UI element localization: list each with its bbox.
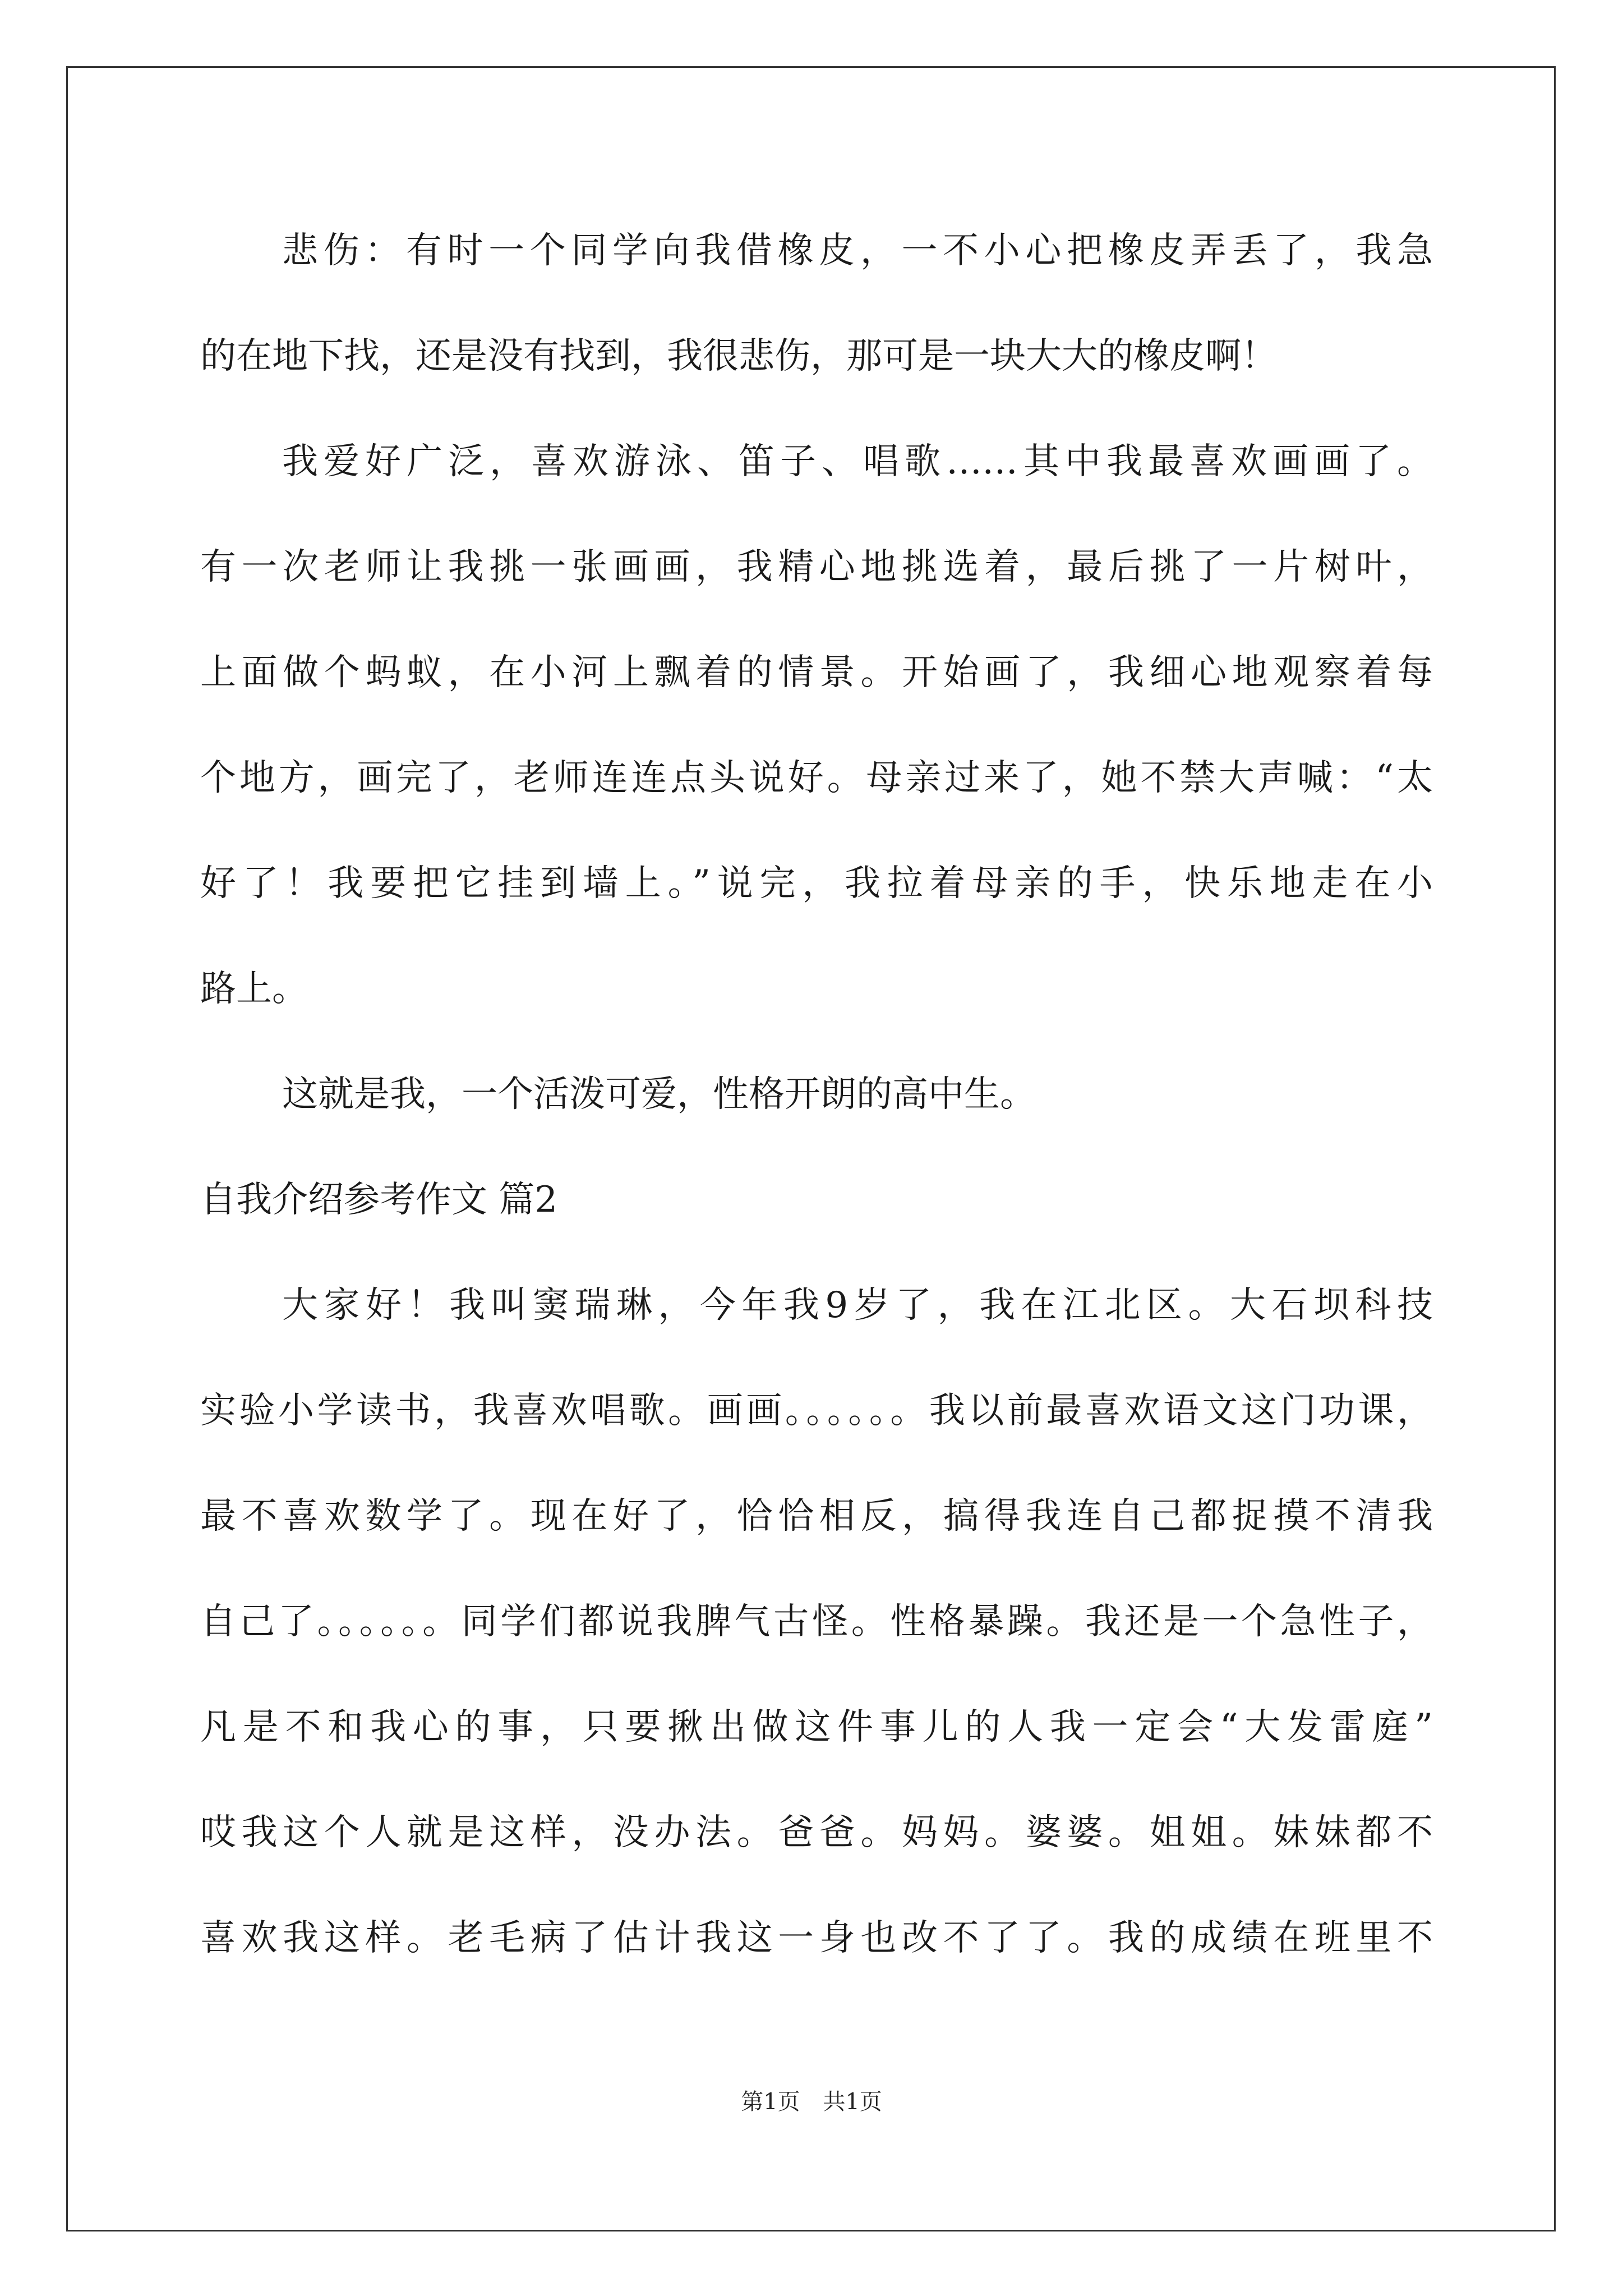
page-total: 共1页: [823, 2089, 882, 2115]
text-line: 的在地下找，还是没有找到，我很悲伤，那可是一块大大的橡皮啊！: [200, 335, 1277, 377]
text-line: 凡是不和我心的事，只要揪出做这件事儿的人我一定会“大发雷庭”: [200, 1706, 1433, 1748]
paragraph: [200, 431, 1433, 1064]
text-line: 我爱好广泛，喜欢游泳、笛子、唱歌……其中我最喜欢画画了。: [282, 441, 1433, 482]
text-line: 上面做个蚂蚁，在小河上飘着的情景。开始画了，我细心地观察着每: [200, 652, 1433, 693]
page-number: 第1页: [741, 2089, 800, 2115]
text-line: 这就是我，一个活泼可爱，性格开朗的高中生。: [282, 1074, 1036, 1115]
section-heading: 自我介绍参考作文 篇2: [200, 1179, 558, 1221]
document-body: [200, 220, 1433, 2013]
text-line: 好了！我要把它挂到墙上。”说完，我拉着母亲的手，快乐地走在小: [200, 863, 1433, 904]
text-line: 最不喜欢数学了。现在好了，恰恰相反，搞得我连自己都捉摸不清我: [200, 1496, 1433, 1537]
text-line: 路上。: [200, 968, 308, 1010]
text-line: 悲伤：有时一个同学向我借橡皮，一不小心把橡皮弄丢了，我急: [282, 230, 1433, 272]
text-line: 哎我这个人就是这样，没办法。爸爸。妈妈。婆婆。姐姐。妹妹都不: [200, 1812, 1433, 1853]
paragraph: [200, 1064, 1433, 1169]
text-line: 实验小学读书，我喜欢唱歌。画画。。。。。。我以前最喜欢语文这门功课，: [200, 1390, 1433, 1432]
page-footer: [0, 2084, 1623, 2116]
text-line: 大家好！我叫窦瑞琳，今年我9岁了，我在江北区。大石坝科技: [282, 1285, 1433, 1326]
text-line: 自己了。。。。。。同学们都说我脾气古怪。性格暴躁。我还是一个急性子，: [200, 1601, 1433, 1642]
text-line: 喜欢我这样。老毛病了估计我这一身也改不了了。我的成绩在班里不: [200, 1917, 1433, 1959]
paragraph: [200, 1274, 1433, 2013]
text-line: 个地方，画完了，老师连连点头说好。母亲过来了，她不禁大声喊：“太: [200, 757, 1433, 799]
paragraph: [200, 220, 1433, 431]
text-line: 有一次老师让我挑一张画画，我精心地挑选着，最后挑了一片树叶，: [200, 546, 1433, 588]
